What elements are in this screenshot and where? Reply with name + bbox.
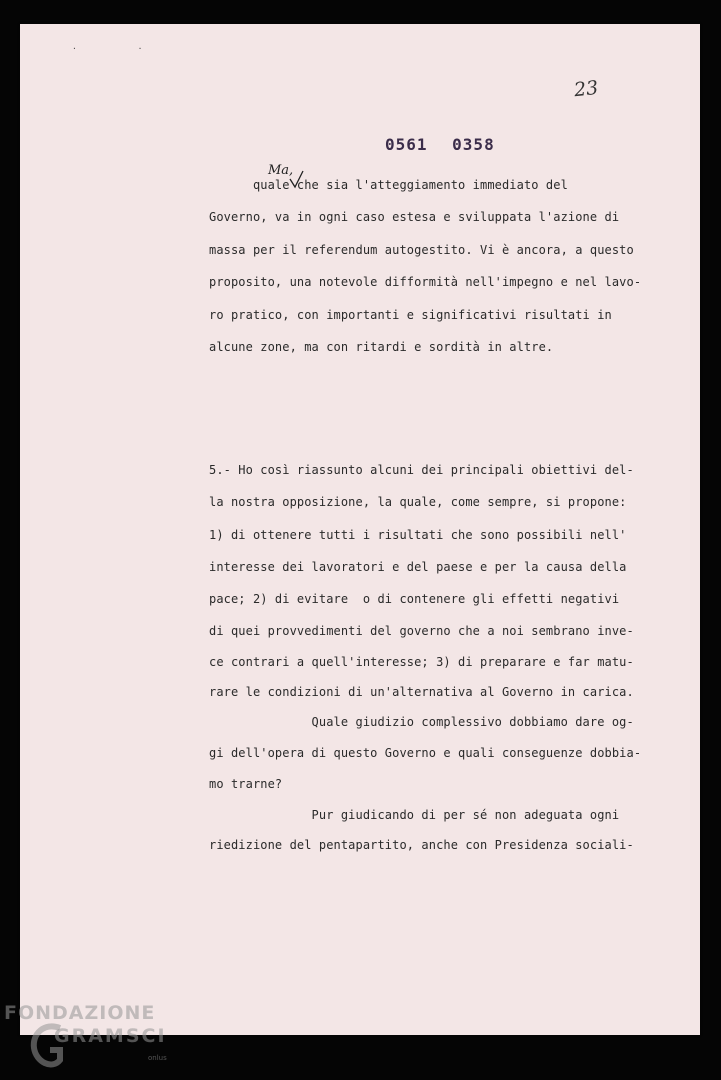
text-line: alcune zone, ma con ritardi e sordità in altre.	[209, 340, 554, 354]
archive-stamp: 0561 0358	[385, 135, 495, 154]
handwritten-insert-text: Ma,	[268, 163, 294, 178]
text-line: di quei provvedimenti del governo che a noi sembrano inve-	[209, 624, 634, 638]
text-line: rare le condizioni di un'alternativa al Governo in carica.	[209, 685, 634, 699]
text-line: riedizione del pentapartito, anche con Presidenza sociali-	[209, 838, 634, 852]
watermark-line1: FONDAZIONE	[4, 1002, 156, 1024]
text-line: quale che sia l'atteggiamento immediato del	[209, 178, 568, 192]
handwritten-page-number: 23	[572, 76, 600, 102]
text-line: gi dell'opera di questo Governo e quali conseguenze dobbia-	[209, 746, 642, 760]
text-line: Quale giudizio complessivo dobbiamo dare og-	[209, 715, 634, 729]
text-line: Pur giudicando di per sé non adeguata ogni	[209, 808, 620, 822]
paper-specks: · ·	[72, 44, 171, 53]
watermark-sub: onlus	[148, 1054, 167, 1062]
text-line: proposito, una notevole difformità nell'impegno e nel lavo-	[209, 275, 642, 289]
text-line: ro pratico, con importanti e significativi risultati in	[209, 308, 612, 322]
text-line: pace; 2) di evitare o di contenere gli effetti negativi	[209, 592, 620, 606]
text-line: mo trarne?	[209, 777, 283, 791]
text-line: 1) di ottenere tutti i risultati che sono possibili nell'	[209, 528, 627, 542]
text-line: la nostra opposizione, la quale, come sempre, si propone:	[209, 495, 627, 509]
watermark-line2: GRAMSCI	[54, 1025, 167, 1047]
text-line: 5.- Ho così riassunto alcuni dei principali obiettivi del-	[209, 463, 634, 477]
text-line: massa per il referendum autogestito. Vi è ancora, a questo	[209, 243, 634, 257]
fondazione-gramsci-watermark	[4, 1002, 179, 1076]
text-line: interesse dei lavoratori e del paese e per la causa della	[209, 560, 627, 574]
text-line: ce contrari a quell'interesse; 3) di preparare e far matu-	[209, 655, 634, 669]
text-line: Governo, va in ogni caso estesa e sviluppata l'azione di	[209, 210, 620, 224]
handwritten-insert	[268, 163, 293, 178]
